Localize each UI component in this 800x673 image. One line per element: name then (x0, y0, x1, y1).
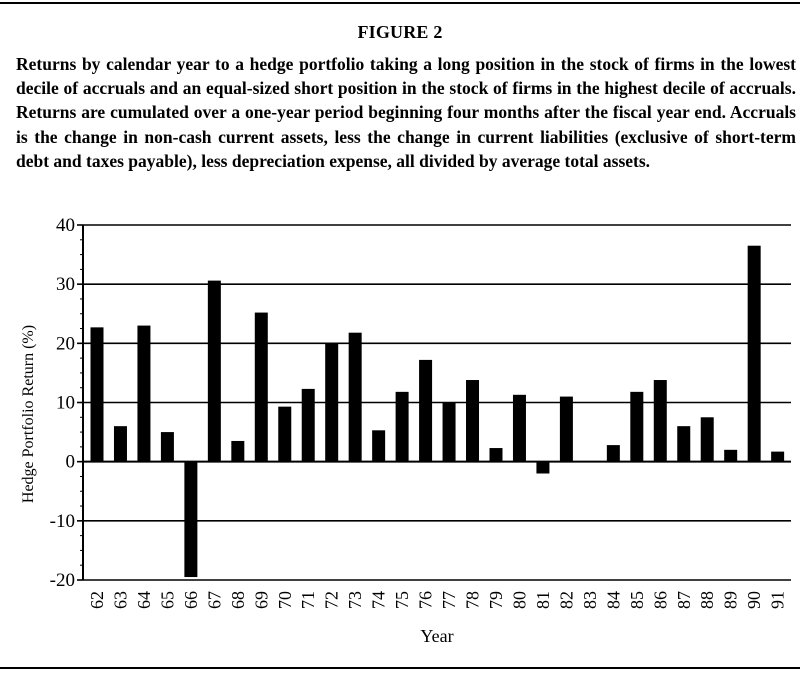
bar-62 (91, 327, 104, 461)
bar-80 (513, 395, 526, 462)
x-tick-labels (87, 591, 788, 609)
bar-63 (114, 426, 127, 462)
x-tick-label: 67 (204, 591, 225, 609)
x-tick-label: 74 (368, 591, 389, 609)
gridlines (77, 225, 791, 580)
x-tick-label: 73 (345, 591, 366, 609)
bar-91 (771, 452, 784, 462)
x-tick-label: 85 (626, 591, 647, 609)
x-tick-label: 88 (697, 591, 718, 609)
bar-82 (560, 397, 573, 462)
x-tick-label: 64 (133, 591, 154, 609)
bar-66 (184, 462, 197, 577)
x-tick-label: 80 (509, 591, 530, 609)
x-tick-label: 69 (251, 591, 272, 609)
y-tick-labels (50, 215, 75, 591)
bar-79 (489, 448, 502, 462)
figure-label: FIGURE 2 (357, 22, 443, 42)
x-tick-label: 75 (392, 591, 413, 609)
y-tick-label: 30 (56, 274, 75, 296)
x-tick-label: 91 (767, 591, 788, 609)
x-tick-label: 72 (321, 591, 342, 609)
bar-75 (396, 392, 409, 462)
bar-65 (161, 432, 174, 462)
bar-90 (748, 246, 761, 462)
bar-89 (724, 450, 737, 462)
x-tick-label: 76 (415, 591, 436, 609)
bars (91, 246, 785, 577)
x-tick-label: 63 (110, 591, 131, 609)
bar-87 (677, 426, 690, 462)
x-tick-label: 84 (603, 591, 624, 609)
x-tick-label: 79 (485, 591, 506, 609)
x-tick-label: 90 (744, 591, 765, 609)
bar-77 (443, 403, 456, 462)
x-tick-label: 62 (87, 591, 107, 609)
x-tick-label: 87 (673, 591, 694, 609)
x-tick-label: 81 (532, 591, 553, 609)
x-tick-label: 65 (157, 591, 178, 609)
bar-72 (325, 343, 338, 461)
bar-81 (536, 462, 549, 474)
bar-86 (654, 380, 667, 462)
bar-71 (302, 389, 315, 462)
x-tick-label: 82 (556, 591, 577, 609)
bar-69 (255, 313, 268, 462)
bar-68 (231, 441, 244, 462)
bar-88 (701, 417, 714, 461)
figure-caption: Returns by calendar year to a hedge portfolio taking a long position in the stock of firms in the lowest decile of accruals and an equal-sized short position in the stock of firms in the highest decile of accruals. Returns are cumulated over a one-year period beginning four months after the fiscal year end. Accruals is the change in non-cash current assets, less the change in current liabilities (exclusive of short-term debt and taxes payable), less depreciation expense, all divided by average total assets. (16, 54, 796, 171)
x-axis-label: Year (420, 626, 454, 646)
bar-73 (349, 333, 362, 462)
y-tick-label: 40 (56, 215, 75, 236)
bar-74 (372, 430, 385, 461)
y-axis-label: Hedge Portfolio Return (%) (20, 324, 37, 504)
x-tick-label: 66 (180, 591, 201, 609)
y-tick-label: -20 (49, 570, 75, 591)
y-tick-label: -10 (49, 510, 75, 532)
x-tick-label: 70 (274, 591, 295, 609)
bar-84 (607, 445, 620, 462)
bar-67 (208, 281, 221, 462)
y-tick-label: 10 (56, 392, 75, 414)
x-tick-label: 86 (650, 591, 671, 609)
y-tick-label: 0 (65, 451, 75, 473)
x-tick-label: 68 (227, 591, 248, 609)
bar-76 (419, 360, 432, 462)
bar-64 (137, 326, 150, 462)
bar-78 (466, 380, 479, 462)
bar-85 (630, 392, 643, 462)
x-tick-label: 83 (579, 591, 600, 609)
x-tick-label: 78 (462, 591, 483, 609)
y-tick-label: 20 (56, 333, 75, 355)
x-tick-label: 89 (720, 591, 741, 609)
bar-70 (278, 407, 291, 462)
bottom-rule (0, 667, 800, 669)
x-tick-label: 71 (298, 591, 319, 609)
x-tick-label: 77 (439, 591, 460, 609)
